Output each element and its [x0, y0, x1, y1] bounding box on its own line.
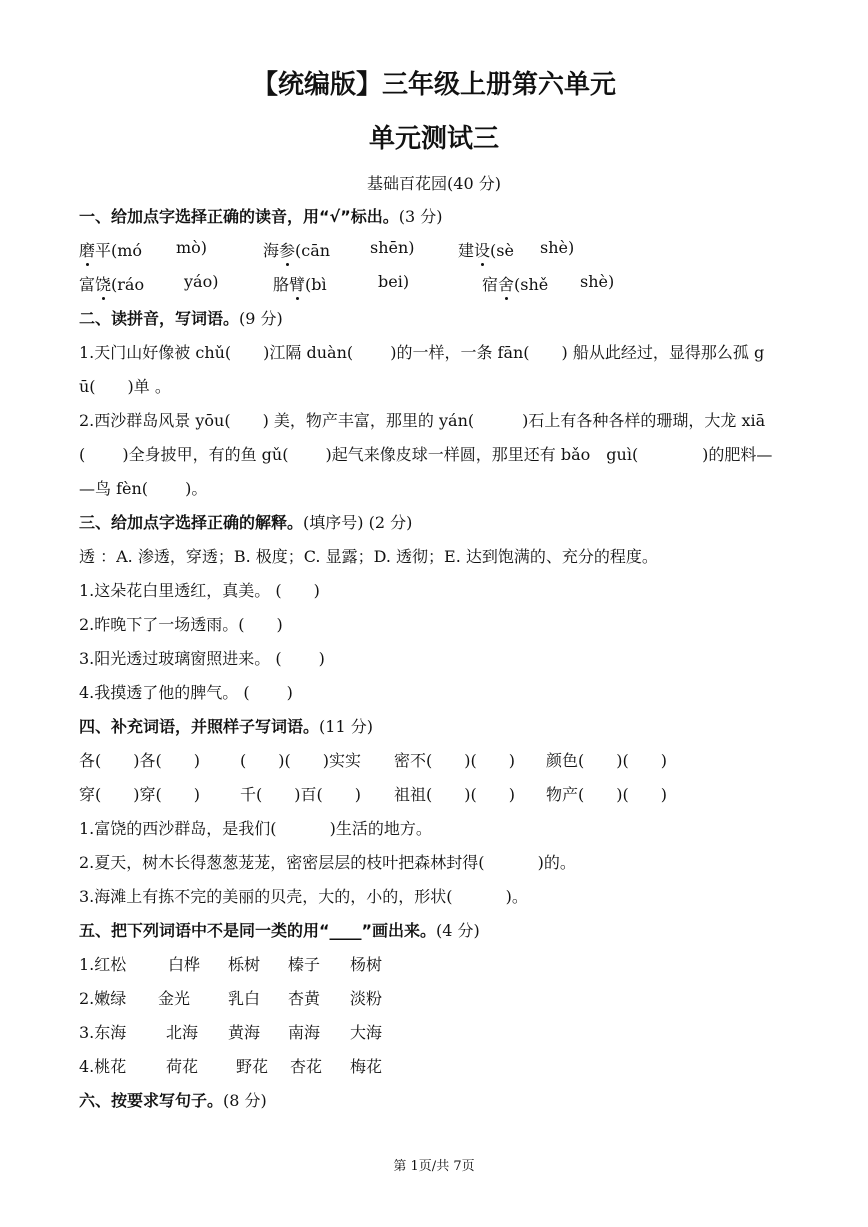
question-line: 4.我摸透了他的脾气。 ( ) [79, 683, 293, 702]
word-item: 梅花 [350, 1057, 383, 1076]
section-6-score: (8 分) [223, 1091, 267, 1110]
fill-word: 各( )各( ) [79, 751, 200, 770]
word-item: 3.东海 [79, 1023, 127, 1042]
pinyin-option: mò) [176, 238, 208, 257]
word-item: 白桦 [168, 955, 201, 974]
fill-word: 颜色( )( ) [546, 751, 667, 770]
question-line: 2.夏天，树木长得葱葱茏茏，密密层层的枝叶把森林封得( )的。 [79, 853, 576, 872]
word-item: 2.嫩绿 [79, 989, 127, 1008]
section-3-heading [79, 510, 412, 533]
word-item: 4.桃花 [79, 1057, 127, 1076]
question-line: —鸟 fèn( )。 [79, 479, 208, 498]
word-item: 大海 [350, 1023, 383, 1042]
dotted-char: 设 [474, 238, 490, 261]
part-label: 基础百花园(40 分) [367, 174, 501, 193]
section-5-heading [79, 918, 480, 941]
question-line: 3.海滩上有拣不完的美丽的贝壳，大的，小的，形状( )。 [79, 887, 528, 906]
question-line: ( )全身披甲，有的鱼 gǔ( )起气来像皮球一样圆，那里还有 bǎo guì( )的肥料— [79, 445, 773, 464]
section-2-heading [79, 306, 283, 329]
fill-word: 祖祖( )( ) [394, 785, 515, 804]
word-item: 南海 [288, 1023, 321, 1042]
pinyin-item-2: 海参(cān [263, 238, 330, 261]
question-line: 1.富饶的西沙群岛，是我们( )生活的地方。 [79, 819, 432, 838]
word-item: 榛子 [288, 955, 321, 974]
pinyin-item-3: 建设(sè [458, 238, 514, 261]
word-item: 荷花 [166, 1057, 199, 1076]
dotted-char: 舍 [498, 272, 514, 295]
section-2-score: (9 分) [239, 309, 283, 328]
question-line: 1.这朵花白里透红，真美。 ( ) [79, 581, 320, 600]
question-line: 1.天门山好像被 chǔ( )江隔 duàn( )的一样，一条 fān( ) 船从此经过，显得那么孤 g [79, 343, 765, 362]
question-line: 3.阳光透过玻璃窗照进来。 ( ) [79, 649, 325, 668]
question-line: ū( )单 。 [79, 377, 171, 396]
section-3-title: 三、给加点字选择正确的解释。 [79, 513, 304, 532]
section-4-heading [79, 714, 373, 737]
dotted-char: 参 [279, 238, 295, 261]
dotted-char: 磨 [79, 238, 95, 261]
pinyin-item-6: 宿舍(shě [482, 272, 548, 295]
word-item: 乳白 [228, 989, 261, 1008]
pinyin-option: bei) [378, 272, 410, 291]
section-1-score: (3 分) [398, 207, 443, 226]
pinyin-option: yáo) [184, 272, 219, 291]
pinyin-item-4: 富饶(ráo [79, 272, 144, 295]
fill-word: 千( )百( ) [240, 785, 361, 804]
section-3-score: (填序号) (2 分) [303, 513, 413, 532]
pinyin-item-5: 胳臂(bì [273, 272, 327, 295]
word-item: 杏黄 [288, 989, 321, 1008]
page-number: 第 1页/共 7页 [393, 1159, 475, 1174]
section-1-heading [79, 204, 442, 227]
dotted-char: 臂 [289, 272, 305, 295]
section-4-title: 四、补充词语，并照样子写词语。 [79, 717, 320, 736]
section-2-title: 二、读拼音，写词语。 [79, 309, 240, 328]
word-item: 杏花 [290, 1057, 323, 1076]
fill-word: ( )( )实实 [240, 751, 361, 770]
dotted-char: 饶 [95, 272, 111, 295]
section-5-score: (4 分) [436, 921, 480, 940]
word-item: 栎树 [228, 955, 261, 974]
word-item: 野花 [236, 1057, 269, 1076]
section-4-score: (11 分) [319, 717, 373, 736]
word-item: 黄海 [228, 1023, 261, 1042]
pinyin-item-1: 磨平(mó [79, 238, 142, 261]
section-6-heading [79, 1088, 267, 1111]
pinyin-option: shè) [540, 238, 575, 257]
word-item: 杨树 [350, 955, 383, 974]
fill-word: 穿( )穿( ) [79, 785, 200, 804]
section-5-title: 五、把下列词语中不是同一类的用“____”画出来。 [79, 921, 437, 940]
section-1-title: 一、给加点字选择正确的读音，用“√”标出。 [79, 207, 399, 226]
definition-line: 透 ：A. 渗透，穿透；B. 极度；C. 显露；D. 透彻；E. 达到饱满的、充分的程度。 [79, 547, 658, 566]
question-line: 2.昨晚下了一场透雨。( ) [79, 615, 283, 634]
word-item: 金光 [158, 989, 191, 1008]
word-item: 淡粉 [350, 989, 383, 1008]
document-title: 【统编版】三年级上册第六单元 [251, 70, 616, 100]
fill-word: 密不( )( ) [394, 751, 515, 770]
document-subtitle: 单元测试三 [368, 124, 499, 154]
word-item: 1.红松 [79, 955, 127, 974]
pinyin-option: shè) [580, 272, 615, 291]
word-item: 北海 [166, 1023, 199, 1042]
question-line: 2.西沙群岛风景 yōu( ) 美，物产丰富，那里的 yán( )石上有各种各样的珊瑚，大龙 xiā [79, 411, 766, 430]
fill-word: 物产( )( ) [546, 785, 667, 804]
section-6-title: 六、按要求写句子。 [79, 1091, 224, 1110]
pinyin-option: shēn) [370, 238, 415, 257]
